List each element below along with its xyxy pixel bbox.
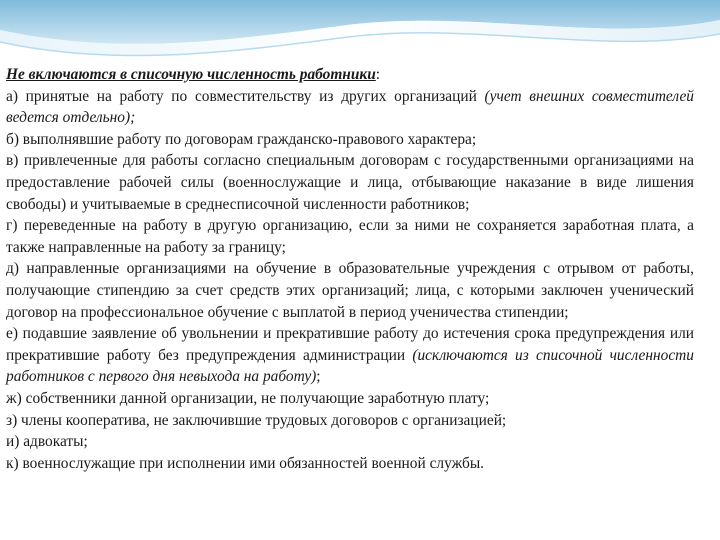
list-item-note: (учет внешних совместителей ведется отдельно); [6, 87, 694, 127]
list-item-note: (исключаются из списочной численности работников с первого дня невыхода на работу) [6, 346, 694, 386]
list-item-i [6, 431, 694, 453]
list-item-g [6, 215, 694, 258]
list-item-b [6, 129, 694, 151]
list-item-k [6, 453, 694, 475]
list-item-suffix: ; [316, 368, 321, 386]
list-item-text: д) направленные организациями на обучение в образовательные учреждения с отрывом от работы, получающие стипендию за счет средств этих организаций; лица, с которыми заключен ученический договор на профессиональное обучение с выплатой в период ученичества стипендии; [6, 260, 694, 321]
list-item-text: б) выполнявшие работу по договорам гражданско-правового характера; [6, 130, 477, 148]
slide-heading: Не включаются в списочную численность работники [6, 66, 376, 83]
list-item-text: з) члены кооператива, не заключившие трудовых договоров с организацией; [6, 411, 507, 429]
list-item-e [6, 323, 694, 388]
list-item-v [6, 150, 694, 215]
list-item-text: г) переведенные на работу в другую организацию, если за ними не сохраняется заработная плата, а также направленные на работу за границу; [6, 217, 694, 256]
heading-colon: : [375, 66, 381, 83]
slide-body [6, 64, 694, 474]
list-item-text: ж) собственники данной организации, не получающие заработную плату; [6, 389, 490, 407]
list-item-a [6, 86, 694, 129]
list-item-d [6, 258, 694, 323]
list-item-text: е) подавшие заявление об увольнении и прекратившие работу до истечения срока предупреждения или прекратившие работу без предупреждения администрации [6, 325, 694, 364]
list-item-z [6, 410, 694, 432]
list-item-text: и) адвокаты; [6, 433, 88, 451]
slide-heading-line [6, 64, 694, 86]
header-wave-decoration [0, 0, 720, 70]
list-item-text: а) принятые на работу по совместительству из других организаций [6, 87, 485, 105]
list-item-text: в) привлеченные для работы согласно специальным договорам с государственными организациями на предоставление рабочей силы (военнослужащие и лица, отбывающие наказание в виде лишения свободы) и учитываемые в среднесписочной численности работников; [6, 152, 694, 213]
list-item-zh [6, 388, 694, 410]
list-item-text: к) военнослужащие при исполнении ими обязанностей военной службы. [6, 454, 485, 472]
